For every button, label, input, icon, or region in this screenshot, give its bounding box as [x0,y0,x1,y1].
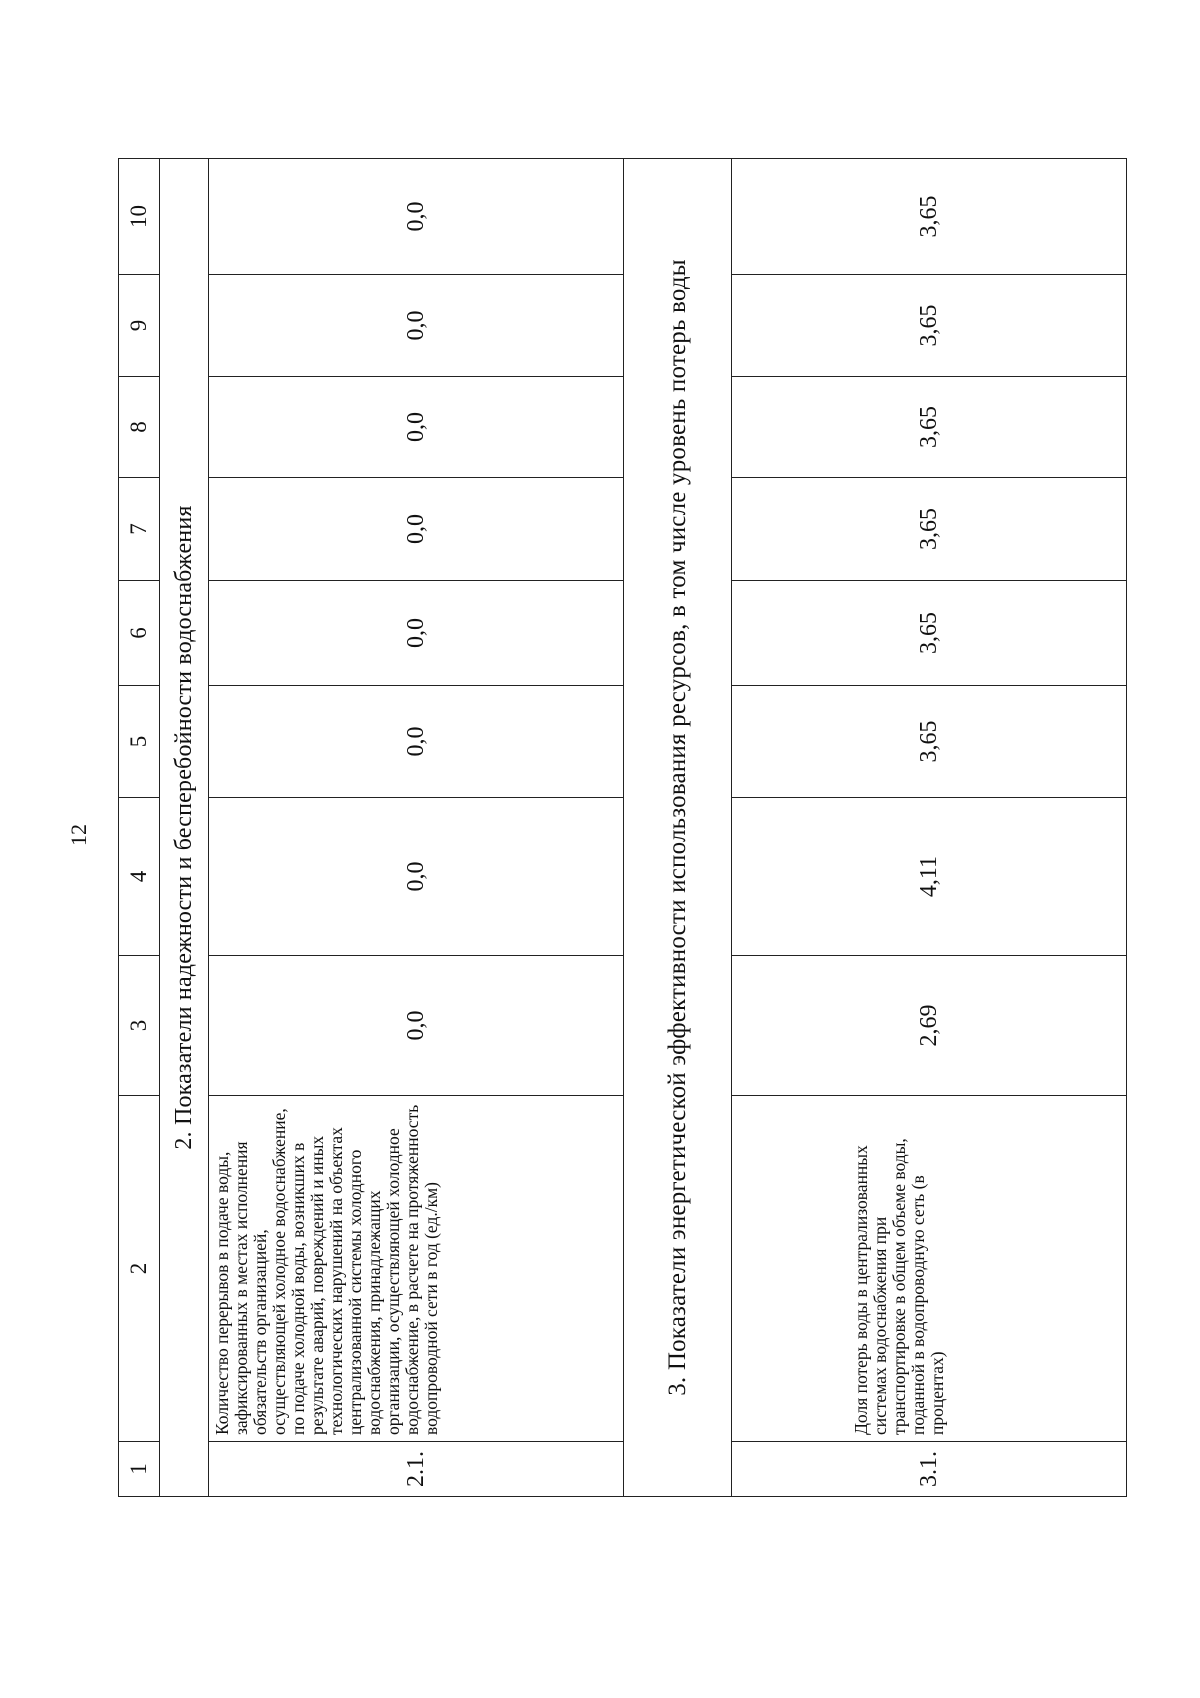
row-number: 3.1. [732,1442,1127,1497]
section-2-row [160,159,209,1497]
value-cell: 3,65 [732,159,1127,275]
row-description: Доля потерь воды в централизованных системах водоснабжения при транспортировке в общем объеме воды, поданной в водопроводную сеть (в процентах) [732,1096,1127,1442]
column-header: 9 [119,275,160,377]
section-3-row [624,159,732,1497]
header-row [119,159,160,1497]
column-header: 4 [119,798,160,956]
table-row [209,159,624,1497]
value-cell: 0,0 [209,377,624,478]
row-number: 2.1. [209,1442,624,1497]
column-header: 3 [119,956,160,1096]
column-header: 1 [119,1442,160,1497]
value-cell: 3,65 [732,275,1127,377]
value-cell: 4,11 [732,798,1127,956]
rotated-table-container [118,159,1054,1497]
column-header: 10 [119,159,160,275]
value-cell: 0,0 [209,275,624,377]
column-header: 8 [119,377,160,478]
page-number: 12 [66,824,91,846]
value-cell: 0,0 [209,686,624,798]
indicators-table [118,158,1127,1497]
column-header: 6 [119,581,160,686]
section-3-title: 3. Показатели энергетической эффективности использования ресурсов, в том числе уровень потерь воды [624,159,732,1497]
column-header: 2 [119,1096,160,1442]
row-description: Количество перерывов в подаче воды, зафиксированных в местах исполнения обязательств организацией, осуществляющей холодное водоснабжение, по подаче холодной воды, возникших в результате аварий, повреждений и иных технологических нарушений на объектах централизованной системы холодного водоснабжения, принадлежащих организации, осуществляющей холодное водоснабжение, в расчете на протяженность водопроводной сети в год (ед./км) [209,1096,624,1442]
value-cell: 0,0 [209,478,624,581]
value-cell: 3,65 [732,478,1127,581]
value-cell: 0,0 [209,581,624,686]
value-cell: 3,65 [732,581,1127,686]
value-cell: 3,65 [732,686,1127,798]
column-header: 5 [119,686,160,798]
column-header: 7 [119,478,160,581]
section-2-title: 2. Показатели надежности и бесперебойности водоснабжения [160,159,209,1497]
value-cell: 3,65 [732,377,1127,478]
value-cell: 0,0 [209,159,624,275]
value-cell: 0,0 [209,956,624,1096]
value-cell: 0,0 [209,798,624,956]
value-cell: 2,69 [732,956,1127,1096]
table-row [732,159,1127,1497]
